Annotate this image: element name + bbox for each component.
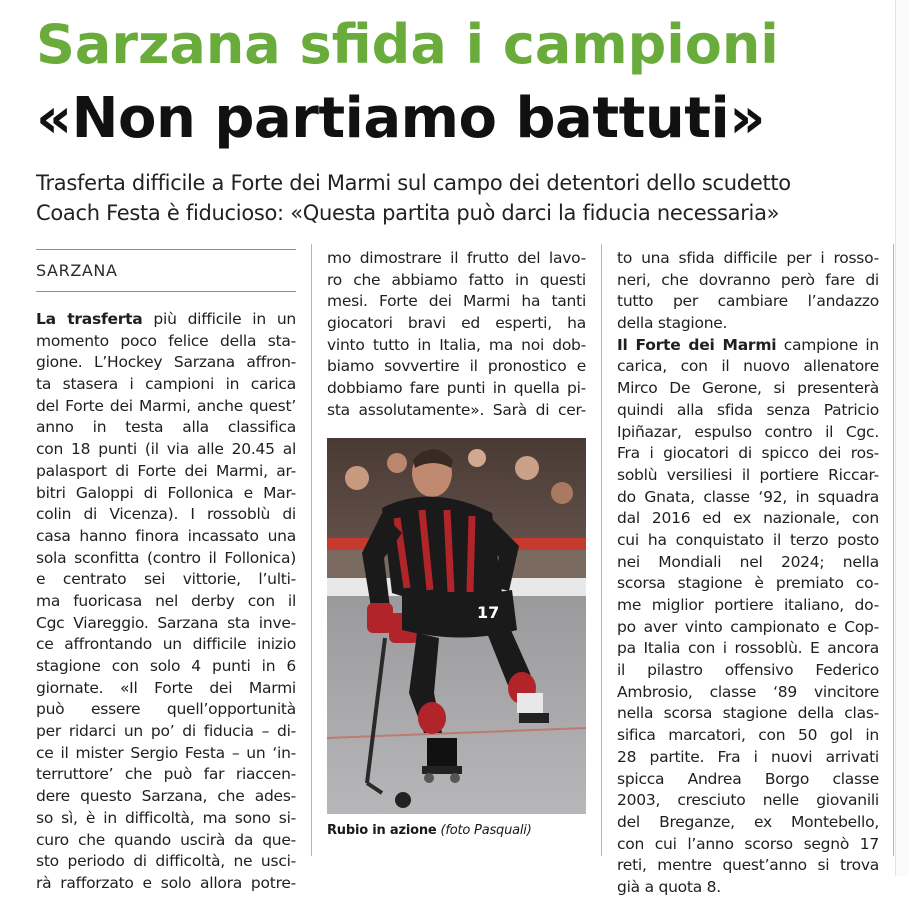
text-line: con 18 punti (il via alle 20.45 al: [36, 440, 296, 459]
text-line: 28 partite. Fra i nuovi arrivati: [617, 747, 879, 766]
text-line: Mirco De Gerone, si presenterà: [617, 379, 879, 398]
text-line: po aver vinto campionato e Cop-: [617, 617, 879, 636]
hockey-player-photo: [327, 438, 586, 814]
text-line: della stagione.: [617, 314, 728, 333]
text-line: ce il mister Sergio Festa – un ‘in-: [36, 743, 296, 762]
text-line: ce affrontando un difficile inizio: [36, 635, 296, 654]
text-line: vinto tutto in Italia, ma noi dob-: [327, 335, 586, 354]
text-line: mesi. Forte dei Marmi ha tanti: [327, 292, 586, 311]
column-divider: [601, 244, 602, 856]
article-column-1: [36, 309, 296, 895]
text-line: del Breganze, ex Montebello,: [617, 812, 879, 831]
text-line: scorsa stagione è premiato co-: [617, 574, 879, 593]
text-line: nei Mondiali nel 2024; nella: [617, 552, 879, 571]
dateline-rule-top: [36, 249, 296, 250]
article-column-2: [327, 248, 586, 422]
text-line: ro che abbiamo fatto in questi: [327, 270, 586, 289]
text-line: La trasferta più difficile in un: [36, 310, 296, 328]
text-line: il pilastro offensivo Federico: [617, 661, 879, 680]
jersey-number: 17: [477, 603, 500, 622]
dateline-rule-bottom: [36, 291, 296, 292]
photo-caption: [327, 822, 587, 840]
text-line: mo dimostrare il frutto del lavo-: [327, 249, 586, 267]
text-line: già a quota 8.: [617, 877, 721, 896]
text-line: sifica marcatori, con 50 gol in: [617, 726, 879, 745]
article-title: «Non partiamo battuti»: [36, 86, 765, 151]
caption-credit: (foto Pasquali): [440, 823, 532, 838]
text-line: può essere quell’opportunità: [36, 700, 296, 719]
text-line: carica, con il nuovo allenatore: [617, 357, 879, 376]
text-line: neri, che dovranno però fare di: [617, 270, 879, 289]
text-line: to una sfida difficile per i rosso-: [617, 249, 879, 267]
subtitle-line: Coach Festa è fiducioso: «Questa partita può darci la fiducia necessaria»: [36, 201, 780, 225]
text-line: stagione con solo 4 punti in 6: [36, 657, 296, 675]
text-line: dere questo Sarzana, che ades-: [36, 787, 296, 806]
article-photo: [327, 438, 586, 814]
text-line: tutto per cambiare l’andazzo: [617, 292, 879, 311]
text-line: cui ha conquistato il terzo posto: [617, 530, 879, 549]
text-line: reti, mentre quest’anno si trova: [617, 856, 879, 875]
text-line: palasport di Forte dei Marmi, ar-: [36, 461, 296, 480]
text-line: Ipiñazar, espulso contro il Cgc.: [617, 422, 879, 441]
paragraph-lead-bold: Il Forte dei Marmi: [617, 335, 777, 354]
text-line: anno in testa alla classifica: [36, 418, 296, 437]
text-line: giornate. «Il Forte dei Marmi: [36, 678, 296, 697]
text-line: curo che quando uscirà da que-: [36, 830, 296, 849]
text-line: ma fuoricasa nel derby con il: [36, 591, 296, 610]
text-line: sta assolutamente». Sarà di cer-: [327, 400, 586, 419]
text-line: 2003, cresciuto nelle giovanili: [617, 791, 879, 810]
text-line: spicca Andrea Borgo classe: [617, 769, 879, 788]
dateline: SARZANA: [36, 261, 118, 280]
adjacent-page-edge: [895, 0, 909, 876]
subtitle: [36, 168, 886, 228]
text-line: Ambrosio, classe ‘89 vincitore: [617, 682, 879, 701]
text-line: sto periodo di difficoltà, ne usci-: [36, 852, 296, 871]
text-line: giocatori bravi ed esperti, ha: [327, 314, 586, 333]
text-line: Cgc Viareggio. Sarzana sta inve-: [36, 613, 296, 632]
lead-bold: La trasferta: [36, 310, 143, 328]
text-line: momento poco felice della sta-: [36, 331, 296, 350]
article-column-3: [617, 248, 879, 899]
caption-name: Rubio in azione: [327, 823, 437, 838]
text-line: sola sconfitta (contro il Follonica): [36, 548, 296, 567]
text-line: soblù versiliesi il portiere Riccar-: [617, 465, 879, 484]
headline: Sarzana sfida i campioni: [36, 13, 779, 76]
text-line: del Forte dei Marmi, anche quest’: [36, 396, 296, 415]
text-line: rà rafforzato e solo allora potre-: [36, 873, 296, 892]
text-line: colin di Vicenza). I rossoblù di: [36, 505, 296, 524]
text-line: pa Italia con i rossoblù. E ancora: [617, 639, 879, 658]
text-line: biamo sovvertire il pronostico e: [327, 357, 586, 376]
text-line: Il Forte dei Marmi campione in: [617, 335, 880, 354]
column-divider: [893, 244, 894, 856]
text-line: so sì, è in difficoltà, ma sono si-: [36, 808, 296, 827]
text-line: casa hanno finora incassato una: [36, 526, 296, 545]
text-line: dal 2016 ed ex nazionale, con: [617, 509, 879, 528]
text-line: dobbiamo fare punti in quella pi-: [327, 379, 586, 398]
text-line: gione. L’Hockey Sarzana affron-: [36, 353, 296, 372]
subtitle-line: Trasferta difficile a Forte dei Marmi sul campo dei detentori dello scudetto: [36, 171, 791, 195]
column-divider: [311, 244, 312, 856]
text-line: e centrato sei vittorie, l’ulti-: [36, 570, 296, 589]
text-line: quindi alla sfida senza Patricio: [617, 400, 879, 419]
text-line: me miglior portiere italiano, do-: [617, 596, 879, 614]
text-line: do Gnata, classe ‘92, in squadra: [617, 487, 879, 506]
text-line: bitri Galoppi di Follonica e Mar-: [36, 483, 296, 502]
text-line: ta stasera i campioni in carica: [36, 375, 296, 394]
text-line: per ridarci un po’ di fiducia – di-: [36, 722, 296, 741]
text-line: con cui l’anno scorso segnò 17: [617, 834, 879, 853]
text-line: Fra i giocatori di spicco dei ros-: [617, 444, 879, 463]
text-line: terruttore’ che può far riaccen-: [36, 765, 296, 784]
text-line: nella scorsa stagione della clas-: [617, 704, 879, 723]
